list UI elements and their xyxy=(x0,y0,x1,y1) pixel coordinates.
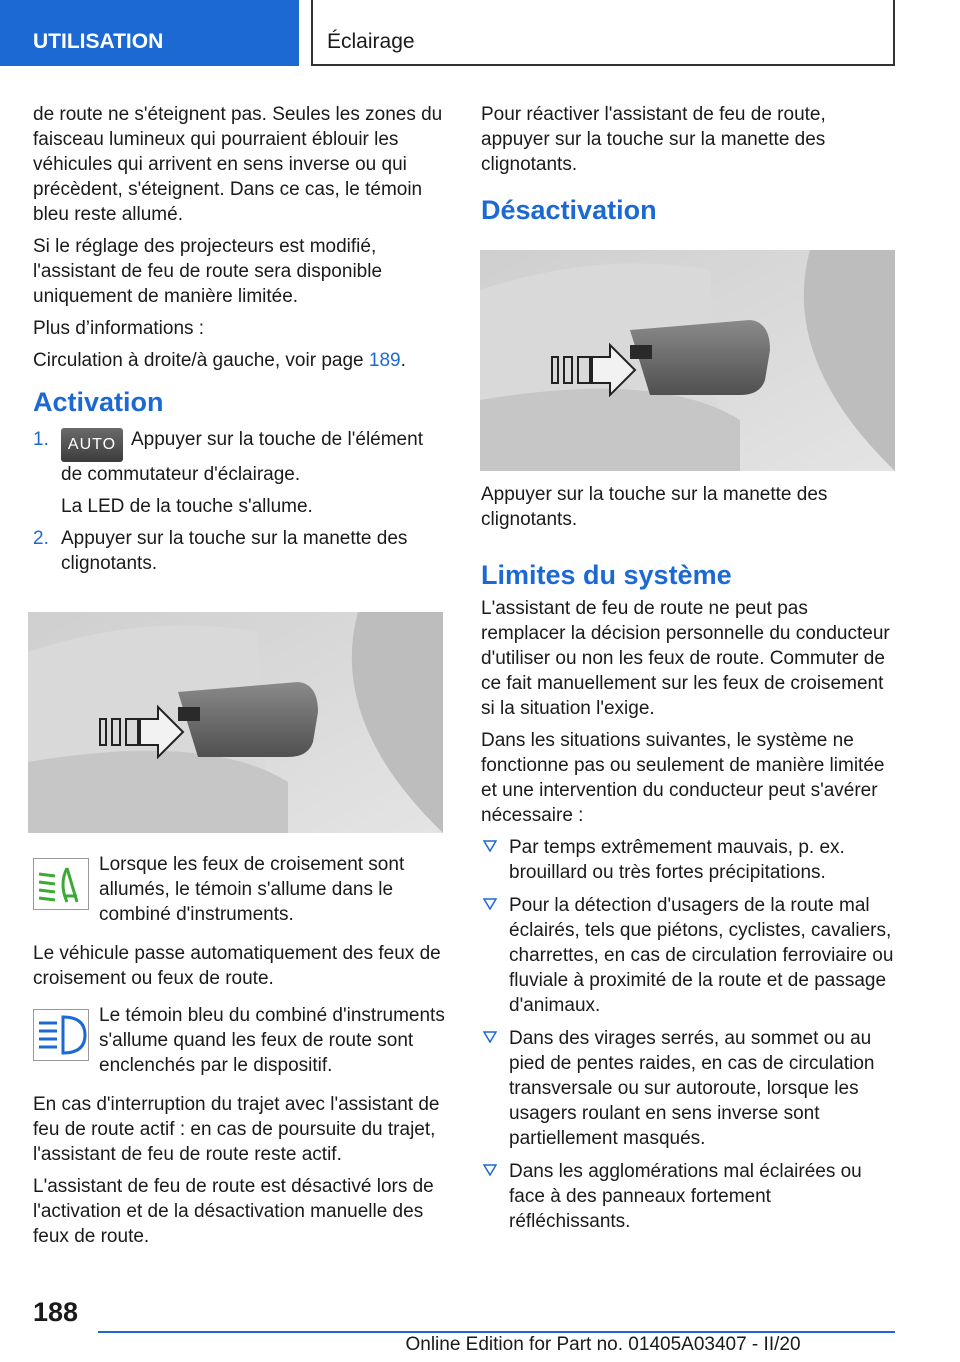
bullet-text: Par temps extrêmement mauvais, p. ex. brouillard ou très fortes précipitations. xyxy=(509,837,845,883)
list-item xyxy=(481,893,895,1018)
page-link[interactable]: 189 xyxy=(368,350,401,371)
step-subtext: La LED de la touche s'allume. xyxy=(61,496,313,517)
heading-deactivation: Désactivation xyxy=(481,195,657,225)
turn-signal-lever-illustration xyxy=(480,250,895,471)
bullet-triangle-icon xyxy=(483,840,497,852)
text: Circulation à droite/à gauche, voir page xyxy=(33,350,369,371)
paragraph: Pour réactiver l'assistant de feu de route, appuyer sur la touche sur la manette des clignotants. xyxy=(481,104,826,175)
high-beam-indicator-icon xyxy=(33,1009,89,1061)
paragraph: Appuyer sur la touche sur la manette des clignotants. xyxy=(481,484,828,530)
step-text: Appuyer sur la touche de l'élément de commutateur d'éclairage. xyxy=(61,429,423,485)
list-item xyxy=(33,526,445,576)
paragraph: Plus d’informations : xyxy=(33,318,205,339)
page-number: 188 xyxy=(33,1297,79,1327)
paragraph: En cas d'interruption du trajet avec l'assistant de feu de route actif : en cas de poursuite du trajet, l'assistant de feu de route reste actif. xyxy=(33,1094,440,1165)
bullet-text: Dans des virages serrés, au sommet ou au pied de pentes raides, en cas de circulation transversale ou sur autoroute, lorsque les usagers roulant en sens inverse sont partiellement masqués. xyxy=(509,1028,875,1149)
note-text: Le témoin bleu du combiné d'instruments s'allume quand les feux de route sont enclenchés par le dispositif. xyxy=(99,1005,445,1076)
bullet-text: Pour la détection d'usagers de la route mal éclairés, tels que piétons, cyclistes, cavaliers, charrettes, en cas de circulation ferroviaire ou fluviale à proximité de la route et de passage d'animaux. xyxy=(509,895,894,1016)
note-low-beam xyxy=(33,852,445,927)
paragraph xyxy=(33,348,445,373)
step-number: 2. xyxy=(33,528,49,549)
step-number: 1. xyxy=(33,429,49,450)
paragraph: L'assistant de feu de route ne peut pas remplacer la décision personnelle du conducteur d'utiliser ou non les feux de route. Commuter de ce fait manuellement sur les feux de croisement si la situation l'exige. xyxy=(481,598,890,719)
step-text: Appuyer sur la touche sur la manette des clignotants. xyxy=(61,528,408,574)
footer-divider xyxy=(98,1331,895,1333)
section-tab: UTILISATION xyxy=(0,0,299,66)
low-beam-indicator-icon xyxy=(33,858,89,910)
paragraph: de route ne s'éteignent pas. Seules les zones du faisceau lumineux qui pourraient éblouir les véhicules qui arrivent en sens inverse ou qui précèdent, s'éteignent. Dans ce cas, le témoin bleu reste allumé. xyxy=(33,104,443,225)
paragraph: L'assistant de feu de route est désactivé lors de l'activation et de la désactivation manuelle des feux de route. xyxy=(33,1176,434,1247)
right-column-lower xyxy=(481,482,895,1242)
note-text: Lorsque les feux de croisement sont allumés, le témoin s'allume dans le combiné d'instruments. xyxy=(99,854,405,925)
auto-button-icon: AUTO xyxy=(61,428,123,462)
right-column xyxy=(481,102,895,227)
paragraph: Le véhicule passe automatiquement des feux de croisement ou feux de route. xyxy=(33,943,441,989)
bullet-triangle-icon xyxy=(483,1031,497,1043)
list-item xyxy=(481,835,895,885)
list-item xyxy=(481,1026,895,1151)
left-column-lower xyxy=(33,852,445,1256)
paragraph: Si le réglage des projecteurs est modifié, l'assistant de feu de route sera disponible uniquement de manière limitée. xyxy=(33,236,383,307)
list-item xyxy=(481,1159,895,1234)
bullet-triangle-icon xyxy=(483,898,497,910)
note-high-beam xyxy=(33,1003,445,1078)
paragraph: Dans les situations suivantes, le système ne fonctionne pas ou seulement de manière limitée et une intervention du conducteur peut s'avérer nécessaire : xyxy=(481,730,885,826)
bullet-text: Dans les agglomérations mal éclairées ou face à des panneaux fortement réfléchissants. xyxy=(509,1161,862,1232)
turn-signal-lever-illustration xyxy=(28,612,443,833)
left-column xyxy=(33,102,445,583)
heading-limits: Limites du système xyxy=(481,560,732,590)
edition-note: Online Edition for Part no. 01405A03407 - II/20 xyxy=(405,1334,801,1355)
chapter-title: Éclairage xyxy=(311,0,895,66)
text: . xyxy=(400,350,406,371)
bullet-triangle-icon xyxy=(483,1164,497,1176)
heading-activation: Activation xyxy=(33,387,164,417)
list-item xyxy=(33,427,445,519)
